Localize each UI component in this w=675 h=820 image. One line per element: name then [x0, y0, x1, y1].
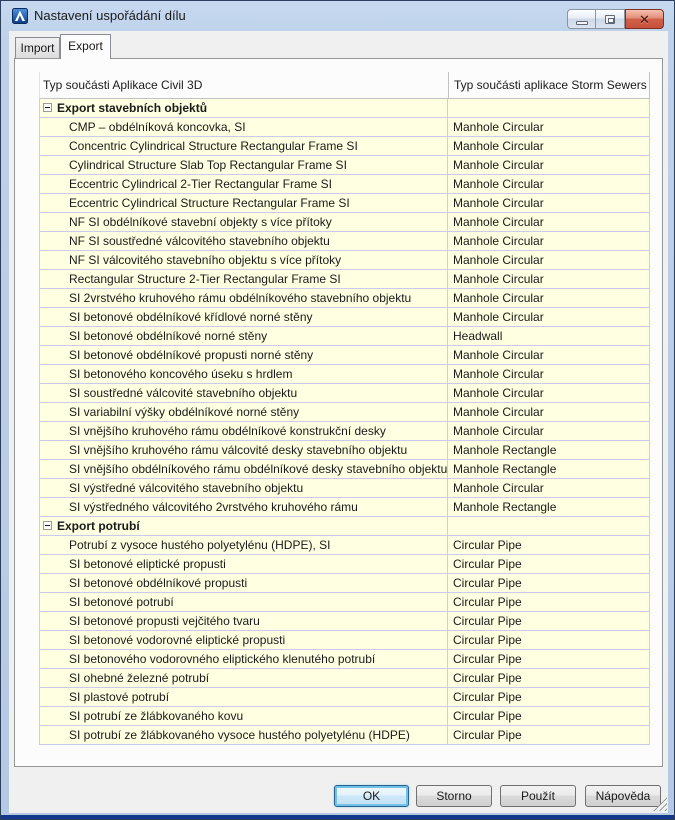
storm-sewers-part-cell[interactable]: Circular Pipe — [453, 671, 522, 685]
table-row[interactable] — [39, 593, 650, 612]
collapse-icon[interactable] — [43, 103, 52, 112]
grid-left-border — [39, 99, 40, 745]
civil3d-part-cell: SI plastové potrubí — [69, 690, 170, 704]
civil3d-part-cell: SI potrubí ze žlábkovaného kovu — [69, 709, 244, 723]
storm-sewers-part-cell[interactable]: Circular Pipe — [453, 690, 522, 704]
civil3d-part-cell: SI vnějšího kruhového rámu válcovité desky stavebního objektu — [69, 443, 408, 457]
storm-sewers-part-cell[interactable]: Manhole Circular — [453, 405, 544, 419]
close-button[interactable] — [625, 9, 664, 29]
table-row[interactable] — [39, 688, 650, 707]
civil3d-part-cell: SI vnějšího kruhového rámu obdélníkové konstrukční desky — [69, 424, 386, 438]
table-row[interactable] — [39, 232, 650, 251]
civil3d-part-cell: Potrubí z vysoce hustého polyetylénu (HDPE), SI — [69, 538, 331, 552]
civil3d-part-cell: SI betonového koncového úseku s hrdlem — [69, 367, 293, 381]
storm-sewers-part-cell[interactable]: Manhole Circular — [453, 367, 544, 381]
close-icon: ✕ — [639, 12, 650, 27]
table-row[interactable] — [39, 118, 650, 137]
civil3d-part-cell: SI betonové vodorovné eliptické propusti — [69, 633, 286, 647]
restore-icon — [605, 15, 615, 24]
civil3d-part-cell: SI betonové potrubí — [69, 595, 174, 609]
tab-import[interactable]: Import — [15, 37, 60, 58]
grid-header-row — [39, 72, 650, 99]
storm-sewers-part-cell[interactable]: Manhole Circular — [453, 139, 544, 153]
help-button[interactable]: Nápověda — [585, 785, 661, 807]
civil3d-part-cell: NF SI soustředné válcovitého stavebního objektu — [69, 234, 330, 248]
storm-sewers-part-cell[interactable]: Manhole Circular — [453, 424, 544, 438]
restore-button[interactable] — [596, 9, 625, 29]
table-row[interactable] — [39, 403, 650, 422]
storm-sewers-part-cell[interactable]: Manhole Circular — [453, 158, 544, 172]
civil3d-part-cell: SI betonové eliptické propusti — [69, 557, 226, 571]
group-row[interactable] — [39, 517, 650, 536]
storm-sewers-part-cell[interactable]: Manhole Circular — [453, 196, 544, 210]
storm-sewers-part-cell[interactable]: Circular Pipe — [453, 633, 522, 647]
table-row[interactable] — [39, 555, 650, 574]
table-rows — [39, 99, 650, 745]
storm-sewers-part-cell[interactable]: Manhole Circular — [453, 310, 544, 324]
storm-sewers-part-cell[interactable]: Manhole Circular — [453, 120, 544, 134]
civil3d-part-cell: SI 2vrstvého kruhového rámu obdélníkového stavebního objektu — [69, 291, 412, 305]
civil3d-part-cell: Concentric Cylindrical Structure Rectangular Frame SI — [69, 139, 358, 153]
civil3d-part-cell: SI výstředné válcovitého stavebního objektu — [69, 481, 304, 495]
table-row[interactable] — [39, 441, 650, 460]
group-label: Export stavebních objektů — [57, 101, 208, 115]
storm-sewers-part-cell[interactable]: Manhole Circular — [453, 272, 544, 286]
table-row[interactable] — [39, 498, 650, 517]
civil3d-part-cell: CMP – obdélníková koncovka, SI — [69, 120, 246, 134]
table-row[interactable] — [39, 422, 650, 441]
storm-sewers-part-cell[interactable]: Manhole Rectangle — [453, 500, 557, 514]
civil3d-part-cell: SI betonové obdélníkové propusti norné stěny — [69, 348, 314, 362]
app-icon — [12, 8, 28, 24]
table-row[interactable] — [39, 270, 650, 289]
civil3d-part-cell: SI betonové propusti vejčitého tvaru — [69, 614, 260, 628]
window-title: Nastavení uspořádání dílu — [34, 8, 186, 23]
table-row[interactable] — [39, 479, 650, 498]
civil3d-part-cell: Rectangular Structure 2-Tier Rectangular Frame SI — [69, 272, 341, 286]
civil3d-part-cell: SI betonového vodorovného eliptického klenutého potrubí — [69, 652, 376, 666]
civil3d-part-cell: SI výstředného válcovitého 2vrstvého kruhového rámu — [69, 500, 358, 514]
table-row[interactable] — [39, 669, 650, 688]
storm-sewers-part-cell[interactable]: Circular Pipe — [453, 576, 522, 590]
civil3d-part-cell: Eccentric Cylindrical 2-Tier Rectangular Frame SI — [69, 177, 332, 191]
storm-sewers-part-cell[interactable]: Manhole Circular — [453, 291, 544, 305]
civil3d-part-cell: NF SI válcovitého stavebního objektu s více přítoky — [69, 253, 342, 267]
storm-sewers-part-cell[interactable]: Circular Pipe — [453, 652, 522, 666]
storm-sewers-part-cell[interactable]: Manhole Circular — [453, 348, 544, 362]
civil3d-part-cell: SI soustředné válcovité stavebního objektu — [69, 386, 298, 400]
civil3d-part-cell: SI betonové obdélníkové norné stěny — [69, 329, 268, 343]
group-label: Export potrubí — [57, 519, 140, 533]
apply-button[interactable]: Použít — [500, 785, 576, 807]
storm-sewers-part-cell[interactable]: Circular Pipe — [453, 557, 522, 571]
storm-sewers-part-cell[interactable]: Circular Pipe — [453, 614, 522, 628]
cancel-button[interactable]: Storno — [416, 785, 492, 807]
civil3d-part-cell: SI vnějšího obdélníkového rámu obdélníkové desky stavebního objektu — [69, 462, 448, 476]
title-bar[interactable] — [1, 1, 674, 31]
column-header-storm-sewers[interactable]: Typ součásti aplikace Storm Sewers — [454, 78, 647, 92]
tab-export[interactable]: Export — [60, 34, 111, 59]
ok-button[interactable]: OK — [334, 785, 409, 807]
civil3d-part-cell: SI betonové obdélníkové propusti — [69, 576, 248, 590]
minimize-icon — [576, 21, 588, 25]
group-row[interactable] — [39, 99, 650, 118]
storm-sewers-part-cell[interactable]: Headwall — [453, 329, 503, 343]
table-row[interactable] — [39, 460, 650, 479]
table-row[interactable] — [39, 346, 650, 365]
table-row[interactable] — [39, 251, 650, 270]
storm-sewers-part-cell[interactable]: Manhole Circular — [453, 215, 544, 229]
collapse-icon[interactable] — [43, 521, 52, 530]
table-row[interactable] — [39, 574, 650, 593]
civil3d-part-cell: NF SI obdélníkové stavební objekty s více přítoky — [69, 215, 332, 229]
table-row[interactable] — [39, 156, 650, 175]
column-header-civil3d[interactable]: Typ součásti Aplikace Civil 3D — [43, 78, 203, 92]
storm-sewers-part-cell[interactable]: Circular Pipe — [453, 595, 522, 609]
table-row[interactable] — [39, 194, 650, 213]
table-row[interactable] — [39, 631, 650, 650]
storm-sewers-part-cell[interactable]: Manhole Circular — [453, 177, 544, 191]
window-controls — [567, 9, 664, 29]
table-row[interactable] — [39, 213, 650, 232]
table-row[interactable] — [39, 137, 650, 156]
minimize-button[interactable] — [567, 9, 596, 29]
storm-sewers-part-cell[interactable]: Circular Pipe — [453, 538, 522, 552]
table-row[interactable] — [39, 612, 650, 631]
table-row[interactable] — [39, 365, 650, 384]
civil3d-part-cell: Cylindrical Structure Slab Top Rectangular Frame SI — [69, 158, 347, 172]
storm-sewers-part-cell[interactable]: Manhole Rectangle — [453, 462, 557, 476]
table-row[interactable] — [39, 650, 650, 669]
storm-sewers-part-cell[interactable]: Circular Pipe — [453, 709, 522, 723]
storm-sewers-part-cell[interactable]: Manhole Circular — [453, 481, 544, 495]
civil3d-part-cell: SI ohebné železné potrubí — [69, 671, 210, 685]
window-bottom-edge — [1, 815, 674, 819]
table-row[interactable] — [39, 175, 650, 194]
storm-sewers-part-cell[interactable]: Manhole Circular — [453, 253, 544, 267]
grid-column-separator — [447, 99, 448, 745]
table-row[interactable] — [39, 726, 650, 745]
storm-sewers-part-cell[interactable]: Manhole Circular — [453, 386, 544, 400]
table-row[interactable] — [39, 707, 650, 726]
storm-sewers-part-cell[interactable]: Circular Pipe — [453, 728, 522, 742]
civil3d-part-cell: SI variabilní výšky obdélníkové norné stěny — [69, 405, 300, 419]
storm-sewers-part-cell[interactable]: Manhole Circular — [453, 234, 544, 248]
grid-right-border — [649, 99, 650, 745]
table-row[interactable] — [39, 536, 650, 555]
civil3d-part-cell: Eccentric Cylindrical Structure Rectangular Frame SI — [69, 196, 350, 210]
export-tab-page — [14, 58, 663, 767]
storm-sewers-part-cell[interactable]: Manhole Rectangle — [453, 443, 557, 457]
civil3d-part-cell: SI potrubí ze žlábkovaného vysoce hustého polyetylénu (HDPE) — [69, 728, 410, 742]
table-row[interactable] — [39, 384, 650, 403]
table-row[interactable] — [39, 327, 650, 346]
table-row[interactable] — [39, 308, 650, 327]
civil3d-part-cell: SI betonové obdélníkové křídlové norné stěny — [69, 310, 313, 324]
table-row[interactable] — [39, 289, 650, 308]
